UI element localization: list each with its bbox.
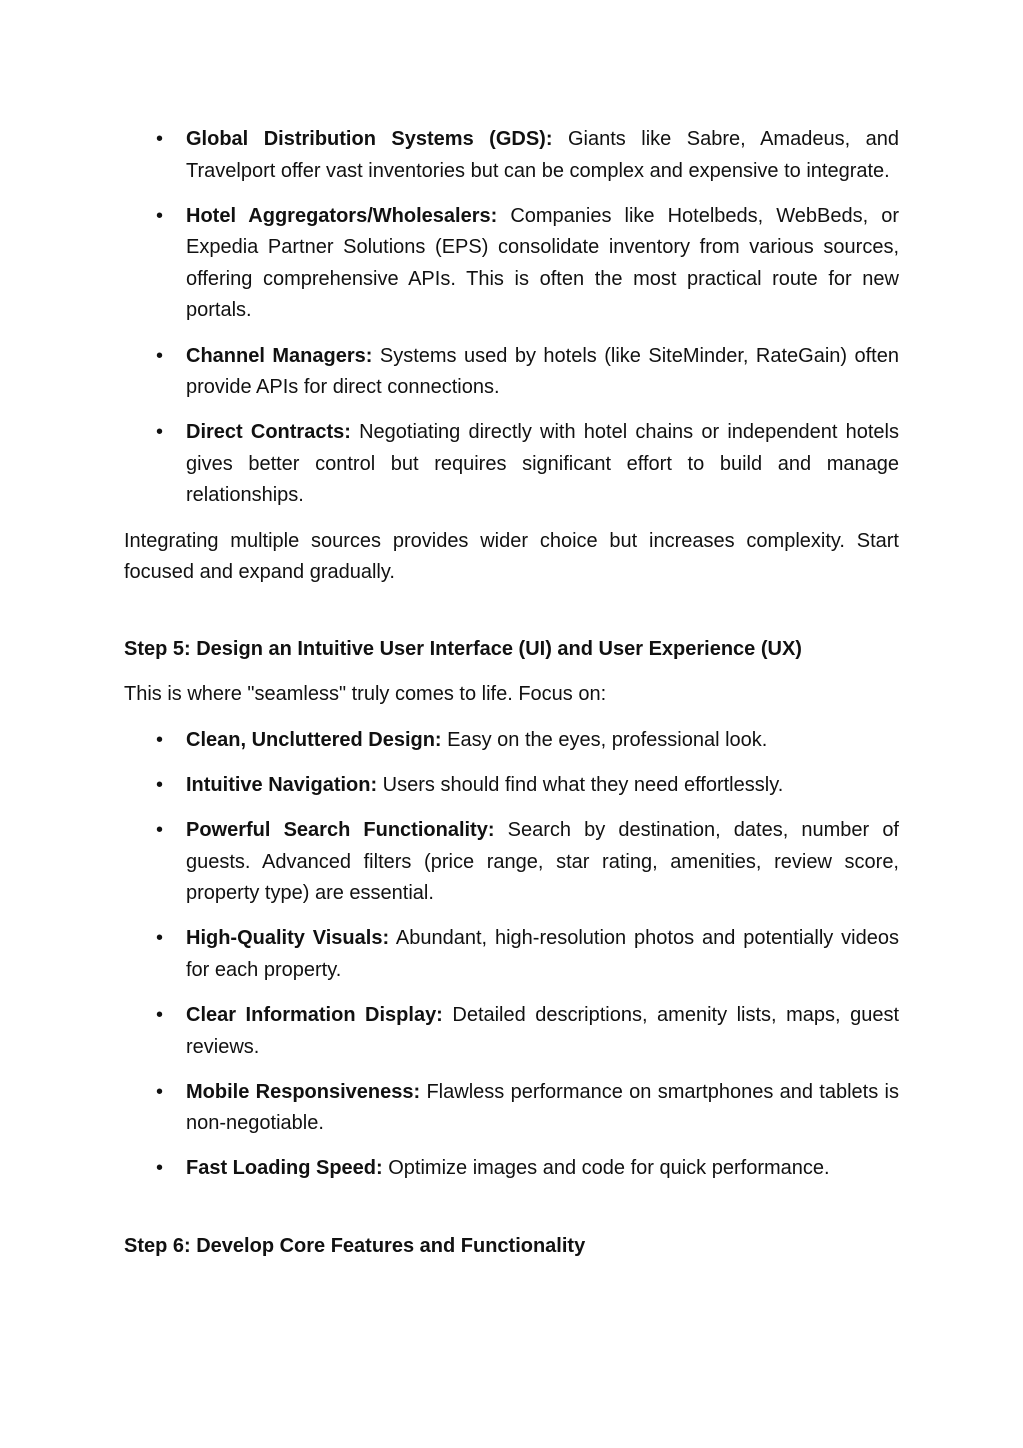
bullet-icon: • <box>156 774 164 796</box>
step5-heading: Step 5: Design an Intuitive User Interface (UI) and User Experience (UX) <box>124 637 802 660</box>
list-item <box>124 417 899 512</box>
list-item-term: High-Quality Visuals: <box>186 927 390 950</box>
document-page <box>124 124 899 1263</box>
list-item <box>124 923 899 986</box>
list-item <box>124 725 899 757</box>
bullet-icon: • <box>156 204 164 227</box>
list-item-text: Easy on the eyes, professional look. <box>441 728 768 751</box>
list-item <box>124 815 899 910</box>
list-item-text: Search by destination, dates, number of guests. Advanced filters (price range, star rating, amenities, review score, property type) are essential. <box>186 819 899 905</box>
list-item-text: Detailed descriptions, amenity lists, maps, guest reviews. <box>186 1004 900 1058</box>
bullet-icon: • <box>156 927 164 950</box>
bullet-icon: • <box>156 1080 164 1103</box>
list-item-text: Negotiating directly with hotel chains or independent hotels gives better control but requires significant effort to build and manage relationships. <box>186 421 899 507</box>
bullet-icon: • <box>156 344 164 367</box>
list-item <box>124 1153 899 1185</box>
list-item-text: Giants like Sabre, Amadeus, and Travelport offer vast inventories but can be complex and expensive to integrate. <box>186 128 899 182</box>
bullet-icon: • <box>156 728 164 751</box>
list-item-term: Channel Managers: <box>186 344 373 367</box>
list-item <box>124 341 899 404</box>
list-item-term: Clean, Uncluttered Design: <box>186 728 442 751</box>
list-item <box>124 124 899 187</box>
list-item-text: Companies like Hotelbeds, WebBeds, or Expedia Partner Solutions (EPS) consolidate inventory from various sources, offering comprehensive APIs. This is often the most practical route for new portals. <box>186 204 899 322</box>
list-item <box>124 1000 899 1063</box>
list-item-text: Flawless performance on smartphones and tablets is non-negotiable. <box>186 1080 899 1135</box>
bullet-icon: • <box>156 819 164 842</box>
bullet-icon: • <box>156 421 164 444</box>
bullet-icon: • <box>156 1157 164 1180</box>
step5-intro: This is where "seamless" truly comes to life. Focus on: <box>124 683 607 706</box>
list-item-term: Powerful Search Functionality: <box>186 819 495 842</box>
step6-heading: Step 6: Develop Core Features and Functionality <box>124 1235 586 1258</box>
list-item-term: Intuitive Navigation: <box>186 774 378 796</box>
list-item-term: Global Distribution Systems (GDS): <box>186 128 553 150</box>
list-item-term: Fast Loading Speed: <box>186 1157 383 1180</box>
integrating-paragraph: Integrating multiple sources provides wider choice but increases complexity. Start focused and expand gradually. <box>124 529 899 584</box>
list-item-text: Optimize images and code for quick performance. <box>382 1157 830 1180</box>
list-item-term: Hotel Aggregators/Wholesalers: <box>186 204 498 227</box>
list-item-term: Direct Contracts: <box>186 421 351 444</box>
list-item <box>124 770 899 802</box>
bullet-icon: • <box>156 128 164 150</box>
list-item <box>124 201 899 327</box>
list-item-text: Abundant, high-resolution photos and potentially videos for each property. <box>186 927 899 981</box>
bullet-icon: • <box>156 1004 164 1027</box>
data-source-list <box>124 124 899 512</box>
list-item-term: Mobile Responsiveness: <box>186 1080 421 1103</box>
ux-focus-list <box>124 725 899 1185</box>
list-item-term: Clear Information Display: <box>186 1004 443 1027</box>
list-item-text: Users should find what they need effortlessly. <box>377 774 784 796</box>
list-item <box>124 1077 899 1140</box>
list-item-text: Systems used by hotels (like SiteMinder, RateGain) often provide APIs for direct connections. <box>186 344 899 399</box>
